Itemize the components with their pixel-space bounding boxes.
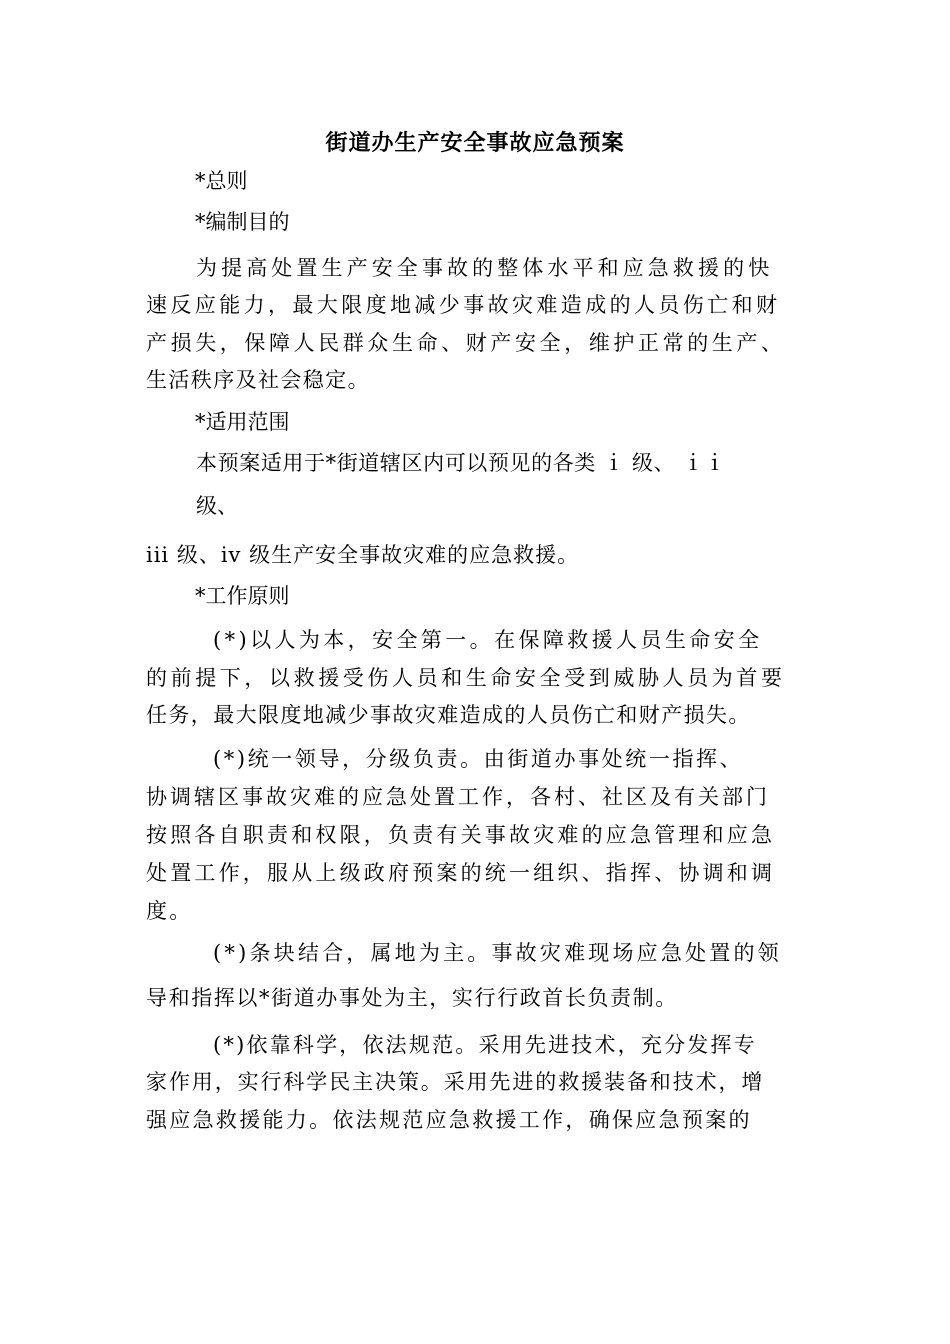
section-heading-scope: *适用范围 bbox=[195, 410, 290, 434]
principle-2-line: (*)统一领导，分级负责。由街道办事处统一指挥、 bbox=[213, 747, 744, 771]
principle-4-line: (*)依靠科学，依法规范。采用先进技术，充分发挥专 bbox=[213, 1033, 757, 1057]
principle-3-line: (*)条块结合，属地为主。事故灾难现场应急处置的领 bbox=[213, 941, 782, 965]
scope-line: 级、 bbox=[196, 494, 238, 518]
principle-4-line: 家作用，实行科学民主决策。采用先进的救援装备和技术，增 bbox=[146, 1070, 765, 1094]
principle-1-line: 任务，最大限度地减少事故灾难造成的人员伤亡和财产损失。 bbox=[146, 703, 751, 727]
section-heading-principles: *工作原则 bbox=[195, 584, 290, 608]
section-heading-general: *总则 bbox=[195, 169, 248, 193]
purpose-line: 速反应能力，最大限度地减少事故灾难造成的人员伤亡和财 bbox=[146, 293, 781, 317]
section-heading-purpose: *编制目的 bbox=[195, 210, 290, 234]
principle-2-line: 度。 bbox=[146, 899, 193, 923]
principle-3-line: 导和指挥以*街道办事处为主，实行行政首长负责制。 bbox=[146, 986, 678, 1010]
principle-4-line: 强应急救援能力。依法规范应急救援工作，确保应急预案的 bbox=[146, 1108, 752, 1132]
principle-1-line: 的前提下，以救援受伤人员和生命安全受到威胁人员为首要 bbox=[146, 666, 786, 690]
principle-1-line: (*)以人为本，安全第一。在保障救援人员生命安全 bbox=[213, 628, 763, 652]
scope-line: iii 级、iv 级生产安全事故灾难的应急救援。 bbox=[146, 543, 580, 567]
purpose-line: 生活秩序及社会稳定。 bbox=[146, 368, 370, 392]
scope-line: 本预案适用于*街道辖区内可以预见的各类 ｉ 级、 ｉｉ bbox=[196, 451, 726, 475]
purpose-line: 产损失，保障人民群众生命、财产安全，维护正常的生产、 bbox=[146, 331, 786, 355]
principle-2-line: 处置工作，服从上级政府预案的统一组织、指挥、协调和调 bbox=[146, 861, 776, 885]
document-title: 街道办生产安全事故应急预案 bbox=[325, 130, 625, 156]
principle-2-line: 协调辖区事故灾难的应急处置工作，各村、社区及有关部门 bbox=[146, 785, 770, 809]
principle-2-line: 按照各自职责和权限，负责有关事故灾难的应急管理和应急 bbox=[146, 823, 776, 847]
purpose-line: 为提高处置生产安全事故的整体水平和应急救援的快 bbox=[196, 256, 774, 280]
